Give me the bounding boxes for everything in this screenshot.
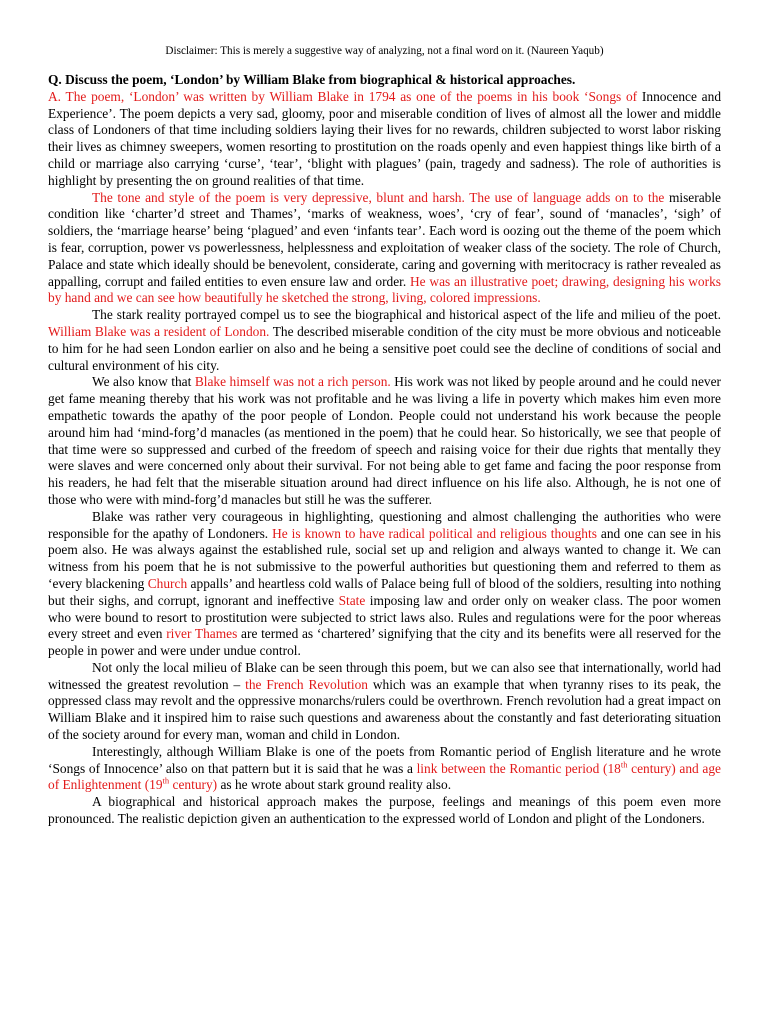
paragraph-4: [48, 374, 721, 508]
highlight-text: He was an illustrative poet; drawing, designing his works by hand and we can see how beautifully he sketched the strong, living, colored impressions.: [48, 273, 721, 306]
body-text: The stark reality portrayed compel us to see the biographical and historical aspect of the life and milieu of the poet.: [92, 307, 721, 323]
highlight-text: A. The poem, ‘London’ was written by William Blake in 1794 as one of the poems in his book ‘Songs of: [48, 88, 638, 104]
paragraph-3: [48, 307, 721, 374]
highlight-text: river Thames: [166, 626, 238, 642]
highlight-text: century): [169, 777, 218, 793]
document-page: [48, 44, 721, 828]
highlight-text: William Blake was a resident of London.: [48, 323, 270, 339]
disclaimer: Disclaimer: This is merely a suggestive way of analyzing, not a final word on it. (Naureen Yaqub): [165, 45, 604, 57]
body-text: We also know that: [92, 374, 195, 390]
highlight-text: Church: [147, 575, 188, 591]
paragraph-2: [48, 190, 721, 308]
body-text: A biographical and historical approach makes the purpose, feelings and meanings of this poem even more pronounced. The realistic depiction given an authentication to the expressed world of London and plight of the Londoners.: [48, 794, 721, 827]
paragraph-8: [48, 794, 721, 828]
body-text: which was an example that when tyranny rises to its peak, the oppressed class may revolt and the oppressive monarchs/rulers could be overthrown. French revolution had a great impact on William Blake and it inspired him to raise such questions and awareness about the constantly and fast deteriorating situation of the society around for every man, woman and child in London.: [48, 676, 721, 743]
paragraph-1: [48, 89, 721, 190]
highlight-text: The tone and style of the poem is very depressive, blunt and harsh. The use of language adds on to the: [92, 189, 665, 205]
highlight-text: Blake himself was not a rich person.: [194, 374, 391, 390]
superscript: th: [162, 776, 170, 786]
highlight-text: the French Revolution: [245, 676, 368, 692]
body-text: Blake was rather very courageous in highlighting, questioning and almost challenging the authorities who were responsible for the apathy of Londoners.: [48, 508, 721, 541]
body-text: The described miserable condition of the city must be more obvious and noticeable to him for he had seen London earlier on also and he being a sensitive poet could see the decline of conditions of social and cultural environment of his city.: [48, 323, 721, 373]
body-text: His work was not liked by people around and he could never get fame meaning thereby that his work was not profitable and he was living a life in poverty which makes him even more empathetic towards the apathy of the poor people of London. People could not understand his work because the people around him had ‘mind-forg’d manacles (as mentioned in the poem) that he could hear. So historically, we see that people of that time were so suppressed and curbed of the freedom of speech and raising voice for their due rights that mentally they were slaves and were concerned only about their survival. For not being able to get fame and facing the poor response from his readers, he had felt that the miserable situation around had direct influence on his life also. Although, he is not one of those who were with mind-forg’d manacles but still he was the sufferer.: [48, 374, 722, 507]
body-text: Interestingly, although William Blake is one of the poets from Romantic period of English literature and he wrote ‘Songs of Innocence’ also on that pattern but it is said that he was a: [48, 743, 721, 776]
highlight-text: link between the Romantic period (18: [416, 760, 621, 776]
body-text: are termed as ‘chartered’ signifying that the city and its benefits were all reserved for the people in power and were under undue control.: [48, 626, 721, 659]
paragraph-5: [48, 509, 721, 660]
body-text: appalls’ and heartless cold walls of Palace being full of blood of the soldiers, resulting into nothing but their sighs, and corrupt, ignorant and ineffective: [48, 575, 721, 608]
paragraph-6: [48, 660, 721, 744]
body-text: miserable condition like ‘charter’d street and Thames’, ‘marks of weakness, woes’, ‘cry of fear’, sound of ‘manacles’, ‘sigh’ of soldiers, the ‘marriage hearse’ being ‘plagued’ and even ‘infants tear’. Each word is oozing out the theme of the poem which is fear, corruption, power vs powerlessness, helplessness and exploitation of weaker class of the society. The role of Church, Palace and state which ideally should be benevolent, considerate, caring and governing with meritocracy is rather revealed as appalling, corrupt and failed entities to even ensure law and order.: [48, 189, 722, 289]
body-text: imposing law and order only on weaker class. The poor women who were bound to resort to prostitution were subjected to strict laws also. Rules and regulations were for the poor whereas every street and even: [48, 592, 721, 642]
paragraph-7: [48, 744, 721, 794]
body-text: as he wrote about stark ground reality also.: [217, 777, 452, 793]
highlight-text: century) and age of Enlightenment (19: [48, 760, 721, 793]
question-heading: Q. Discuss the poem, ‘London’ by William Blake from biographical & historical approaches.: [48, 72, 576, 87]
body-text: Not only the local milieu of Blake can be seen through this poem, but we can also see that internationally, world had witnessed the greatest revolution –: [48, 659, 721, 692]
superscript: th: [620, 759, 628, 770]
highlight-text: State: [338, 592, 366, 608]
body-text: and one can see in his poem also. He was always against the established rule, social set up and religion and always wanted to change it. We can witness from his poem that he is not submissive to the powerful authorities but questioning them and referred to them as ‘every blackening: [48, 525, 721, 591]
body-text: Innocence and Experience’. The poem depicts a very sad, gloomy, poor and miserable condition of lives of almost all the lower and middle class of Londoners of that time including soldiers laying their lives for no rewards, children subjected to worst labor risking their lives as chimney sweepers, women resorting to prostitution on the roads openly and even happiest things like birth of a child or marriage also carrying ‘curse’, ‘tear’, ‘blight with plagues’ (pain, tragedy and sadness). The role of authorities is highlight by presenting the on ground realities of that time.: [48, 88, 722, 188]
highlight-text: He is known to have radical political and religious thoughts: [272, 525, 597, 541]
